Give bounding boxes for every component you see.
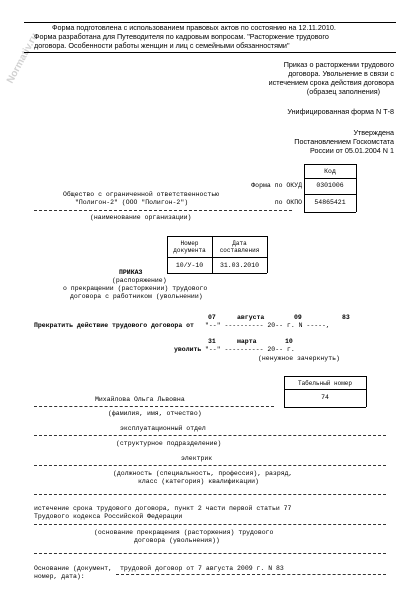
- okpo-label: по ОКПО: [274, 199, 302, 206]
- doc-number-header-1: Номер: [180, 240, 199, 247]
- grounds-text-2: Трудового кодекса Российской Федерации: [34, 513, 183, 520]
- basis-value: трудовой договор от 7 августа 2009 г. N 83: [120, 565, 284, 572]
- organization-line-1: Общество с ограниченной ответственностью: [63, 191, 220, 198]
- organization-underline: [34, 210, 292, 211]
- dismiss-caption: (ненужное зачеркнуть): [258, 355, 340, 362]
- okpo-value: 54865421: [314, 199, 346, 206]
- approved-line-1: Утверждена: [353, 128, 394, 137]
- title-line-1: Приказ о расторжении трудового: [283, 60, 394, 69]
- employee-name-underline: [34, 406, 274, 407]
- doc-number-header-2: документа: [173, 247, 206, 254]
- terminate-day: 07: [208, 314, 216, 321]
- separator-line-2: [34, 553, 386, 554]
- grounds-caption-1: (основание прекращения (расторжения) трудового: [94, 529, 274, 536]
- okud-value: 0301006: [316, 182, 344, 189]
- doc-number-value: 10/У-10: [175, 262, 204, 269]
- header-note-line-1: Форма подготовлена с использованием правовых актов по состоянию на 12.11.2010.: [52, 23, 336, 32]
- order-subtitle-1: (распоряжение): [112, 277, 167, 284]
- position-caption-2: класс (категория) квалификации): [138, 478, 259, 485]
- grounds-underline: [34, 524, 386, 525]
- approved-line-3: России от 05.01.2004 N 1: [310, 146, 394, 155]
- position-value: электрик: [181, 455, 213, 462]
- grounds-caption-2: договора (увольнения)): [134, 537, 220, 544]
- watermark-text: Normativ.ru: [4, 31, 41, 86]
- watermark: [0, 6, 41, 86]
- title-line-3: истечением срока действия договора: [268, 78, 394, 87]
- order-subtitle-3: договора с работником (увольнении): [70, 293, 203, 300]
- dismiss-month: марта: [237, 338, 257, 345]
- organization-caption: (наименование организации): [90, 214, 192, 221]
- organization-line-2: "Полигон-2" (ООО "Полигон-2"): [75, 199, 189, 206]
- terminate-month: августа: [237, 314, 265, 321]
- basis-underline: [116, 574, 386, 575]
- terminate-template: "--" ---------- 20-- г. N -----,: [205, 322, 330, 329]
- dismiss-year: 10: [285, 338, 293, 345]
- okud-label: Форма по ОКУД: [251, 182, 302, 189]
- department-underline: [34, 435, 386, 436]
- dismiss-day: 31: [208, 338, 216, 345]
- separator-line: [34, 494, 386, 495]
- code-header: Код: [324, 168, 336, 175]
- employee-name-caption: (фамилия, имя, отчество): [108, 410, 202, 417]
- tab-number-header: Табельный номер: [297, 380, 352, 387]
- unified-form-label: Унифицированная форма N Т-8: [287, 107, 394, 116]
- grounds-text-1: истечение срока трудового договора, пункт 2 части первой статьи 77: [34, 505, 292, 512]
- basis-label-1: Основание (документ,: [34, 565, 113, 572]
- position-caption-1: (должность (специальность, профессия), разряд,: [113, 470, 293, 477]
- approved-line-2: Постановлением Госкомстата: [294, 137, 394, 146]
- dismiss-template: "--" ---------- 20-- г.: [205, 346, 295, 353]
- dismiss-label: уволить: [174, 346, 202, 353]
- terminate-year: 09: [294, 314, 302, 321]
- department-value: эксплуатационный отдел: [120, 425, 206, 432]
- order-subtitle-2: о прекращении (расторжении) трудового: [63, 285, 208, 292]
- basis-label-2: номер, дата):: [34, 573, 85, 580]
- header-note-line-3: договора. Особенности работы женщин и лиц с семейными обязанностями": [34, 41, 290, 50]
- doc-date-value: 31.03.2010: [219, 262, 259, 269]
- position-underline: [34, 465, 386, 466]
- department-caption: (структурное подразделение): [116, 440, 222, 447]
- order-title: ПРИКАЗ: [119, 269, 143, 276]
- employee-name: Михайлова Ольга Львовна: [95, 396, 185, 403]
- tab-number-value: 74: [321, 394, 329, 401]
- terminate-label: Прекратить действие трудового договора от: [34, 322, 194, 329]
- doc-date-header-1: Дата: [232, 240, 247, 247]
- terminate-number: 83: [342, 314, 350, 321]
- header-note-line-2: Форма разработана для Путеводителя по кадровым вопросам. "Расторжение трудового: [34, 32, 329, 41]
- doc-date-header-2: составления: [219, 247, 260, 254]
- title-line-4: (образец заполнения): [306, 87, 380, 96]
- header-bottom-rule: [24, 52, 396, 53]
- title-line-2: договора. Увольнение в связи с: [288, 69, 394, 78]
